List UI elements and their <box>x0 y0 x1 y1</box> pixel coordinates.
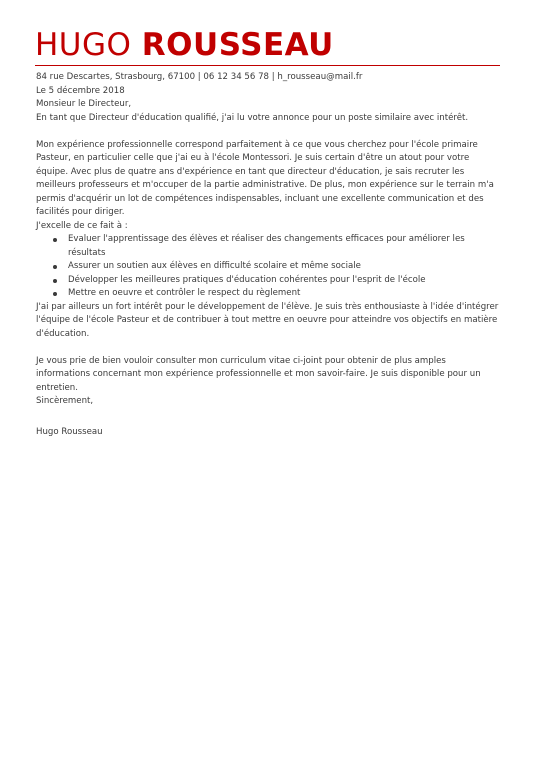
intro-paragraph: En tant que Directeur d'éducation qualifié, j'ai lu votre annonce pour un poste similaire avec intérêt. <box>36 112 469 123</box>
interest-paragraph: J'ai par ailleurs un fort intérêt pour le développement de l'élève. Je suis très enthousiaste à l'idée d'intégrer l'équipe de l'école Pasteur et de contribuer à tout mettre en oeuvre pour atteindre vos objectifs en matière d'éducation. <box>36 301 499 339</box>
list-item: Evaluer l'apprentissage des élèves et réaliser des changements efficaces pour améliorer les résultats <box>62 233 502 260</box>
paragraph-gap <box>36 341 502 355</box>
skills-list <box>36 233 502 301</box>
letter-date: Le 5 décembre 2018 <box>36 85 125 96</box>
last-name: ROUSSEAU <box>141 27 334 63</box>
paragraph-gap <box>36 125 502 139</box>
list-item: Assurer un soutien aux élèves en difficulté scolaire et même sociale <box>62 260 502 274</box>
skills-intro: J'excelle de ce fait à : <box>36 220 128 231</box>
complimentary-close: Sincèrement, <box>36 396 94 406</box>
first-name: HUGO <box>35 27 132 63</box>
header-divider <box>35 65 500 66</box>
closing-paragraph: Je vous prie de bien vouloir consulter mon curriculum vitae ci-joint pour obtenir de plus amples informations concernant mon expérience professionnelle et mon savoir-faire. Je suis disponible pour un entretien. <box>36 355 481 393</box>
signature: Hugo Rousseau <box>36 426 103 437</box>
salutation: Monsieur le Directeur, <box>36 99 132 109</box>
letter-body <box>36 71 502 439</box>
contact-line: 84 rue Descartes, Strasbourg, 67100 | 06 12 34 56 78 | h_rousseau@mail.fr <box>36 72 363 82</box>
applicant-name <box>35 27 334 63</box>
list-item: Développer les meilleures pratiques d'éducation cohérentes pour l'esprit de l'école <box>62 274 502 288</box>
experience-paragraph: Mon expérience professionnelle correspond parfaitement à ce que vous cherchez pour l'école primaire Pasteur, en particulier celle que j'ai eu à l'école Montessori. Je suis certain d'être un atout pour votre équipe. Avec plus de quatre ans d'expérience en tant que directeur d'éducation, je sais recruter les meilleurs professeurs et m'occuper de la partie administrative. De plus, mon expérience sur le terrain m'a permis d'acquérir un lot de compétences indispensables, incluant une excellente communication et des facilités pour diriger. <box>36 139 494 217</box>
signature-gap <box>36 409 502 426</box>
list-item: Mettre en oeuvre et contrôler le respect du règlement <box>62 287 502 301</box>
